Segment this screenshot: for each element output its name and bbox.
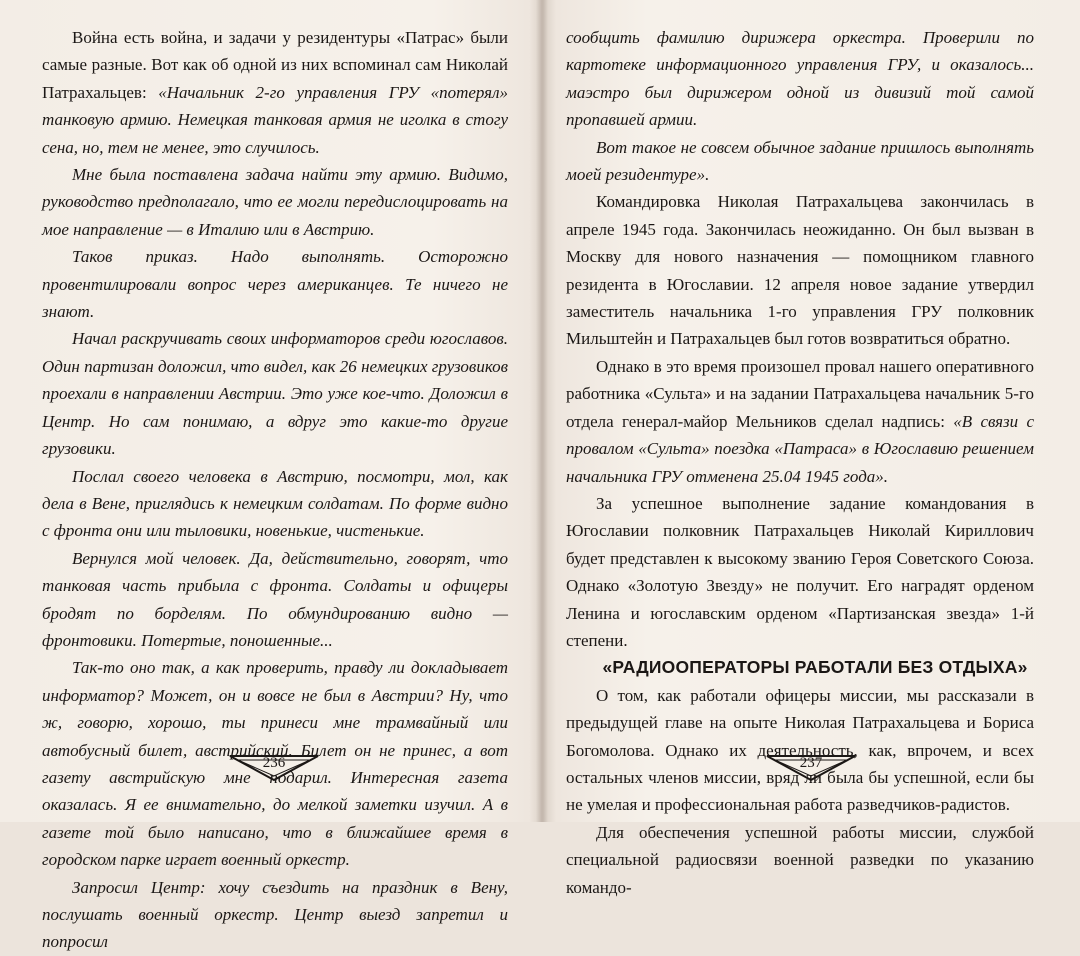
text-run: О том, как работали офицеры миссии, мы рассказали в предыдущей главе на опыте Николая Патрахальцева и Бориса Богомолова. Однако их деятельность, как, впрочем, и всех остальных членов миссии, вряд ли была бы успешной, если бы не умелая и профессиональная работа разведчиков-радистов. xyxy=(566,685,1034,815)
paragraph xyxy=(42,463,508,545)
italic-text-run: Запросил Центр: хочу съездить на праздник в Вену, послушать военный оркестр. Центр выезд запретил и попросил xyxy=(42,877,508,952)
italic-text-run: Послал своего человека в Австрию, посмотри, мол, как дела в Вене, приглядись к немецким солдатам. По форме видно с фронта они или тыловики, новенькие, чистенькие. xyxy=(42,466,508,541)
paragraph xyxy=(42,545,508,655)
page-number-right-label: 237 xyxy=(799,755,823,771)
paragraph xyxy=(42,874,508,956)
paragraph xyxy=(566,490,1034,654)
paragraph xyxy=(566,24,1034,134)
paragraph xyxy=(42,161,508,243)
paragraph xyxy=(566,353,1034,490)
page-number-right xyxy=(763,752,859,784)
italic-text-run: Так-то оно так, а как проверить, правду ли докладывает информатор? Может, он и вовсе не был в Австрии? Ну, что ж, говорю, хорошо, ты принеси мне трамвайный или автобусный билет, австрийский. Билет он не принес, а вот газету австрийскую мне подарил. Интересная газета оказалась. Я ее внимательно, до мелкой заметки изучил. А в газете той было написано, что в ближайшее время в городском парке играет военный оркестр. xyxy=(42,658,508,870)
paragraph xyxy=(566,188,1034,352)
italic-text-run: Таков приказ. Надо выполнять. Осторожно провентилировали вопрос через американцев. Те ничего не знают. xyxy=(42,247,508,322)
text-run: За успешное выполнение задание командования в Югославии полковник Патрахальцев Николай Кириллович будет представлен к высокому званию Героя Советского Союза. Однако «Золотую Звезду» не получит. Его наградят орденом Ленина и югославским орденом «Партизанская звезда» 1-й степени. xyxy=(566,493,1034,650)
page-number-left-label: 236 xyxy=(262,755,286,771)
text-run: Война есть война, и задачи у резидентуры «Патрас» были самые разные. Вот как об одной из них вспоминал сам Николай Патрахальцев: xyxy=(42,28,508,102)
italic-text-run: Вот такое не совсем обычное задание пришлось выполнять моей резидентуре». xyxy=(566,137,1034,185)
italic-text-run: Начал раскручивать своих информаторов среди югославов. Один партизан доложил, что видел, как 26 немецких грузовиков проехали в направлении Австрии. Это уже кое-что. Доложил в Центр. Но сам понимаю, а вдруг это какие-то другие грузовики. xyxy=(42,329,508,459)
book-gutter xyxy=(536,0,548,822)
paragraph xyxy=(42,24,508,161)
italic-text-run: Мне была поставлена задача найти эту армию. Видимо, руководство предполагало, что ее могли передислоцировать на мое направление — в Италию или в Австрию. xyxy=(42,165,508,239)
paragraph xyxy=(42,243,508,325)
right-page-text-before xyxy=(566,24,1034,654)
text-run: Для обеспечения успешной работы миссии, службой специальной радиосвязи военной разведки по указанию командо- xyxy=(566,822,1034,897)
paragraph xyxy=(566,819,1034,901)
left-page-text xyxy=(42,24,508,956)
italic-text-run: «Начальник 2-го управления ГРУ «потерял» танковую армию. Немецкая танковая армия не иголка в стогу сена, но, тем не менее, это случилось. xyxy=(42,82,508,157)
text-run: Однако в это время произошел провал нашего оперативного работника «Сульта» и на задании Патрахальцева начальник 5-го отдела генерал-майор Мельников сделал надпись: xyxy=(566,356,1034,431)
paragraph xyxy=(566,134,1034,189)
right-page-text-after xyxy=(566,682,1034,901)
italic-text-run: сообщить фамилию дирижера оркестра. Проверили по картотеке информационного управления ГРУ, и оказалось... маэстро был дирижером одной из дивизий той самой пропавшей армии. xyxy=(566,28,1034,130)
page-number-left xyxy=(226,752,322,784)
paragraph xyxy=(42,325,508,462)
section-heading: «РАДИООПЕРАТОРЫ РАБОТАЛИ БЕЗ ОТДЫХА» xyxy=(602,657,1028,678)
italic-text-run: Вернулся мой человек. Да, действительно, говорят, что танковая часть прибыла с фронта. Солдаты и офицеры бродят по борделям. По обмундированию видно — фронтовики. Потертые, поношенные... xyxy=(42,548,508,650)
text-run: Командировка Николая Патрахальцева закончилась в апреле 1945 года. Закончилась неожиданно. Он был вызван в Москву для нового назначения — помощником главного резидента в Югославии. 12 апреля новое задание утвердил заместитель начальника 1-го управления ГРУ полковник Мильштейн и Патрахальцев был готов возвратиться обратно. xyxy=(566,192,1034,349)
paragraph xyxy=(566,682,1034,819)
italic-text-run: «В связи с провалом «Сульта» поездка «Патраса» в Югославию решением начальника ГРУ отменена 25.04 1945 года». xyxy=(566,411,1034,486)
